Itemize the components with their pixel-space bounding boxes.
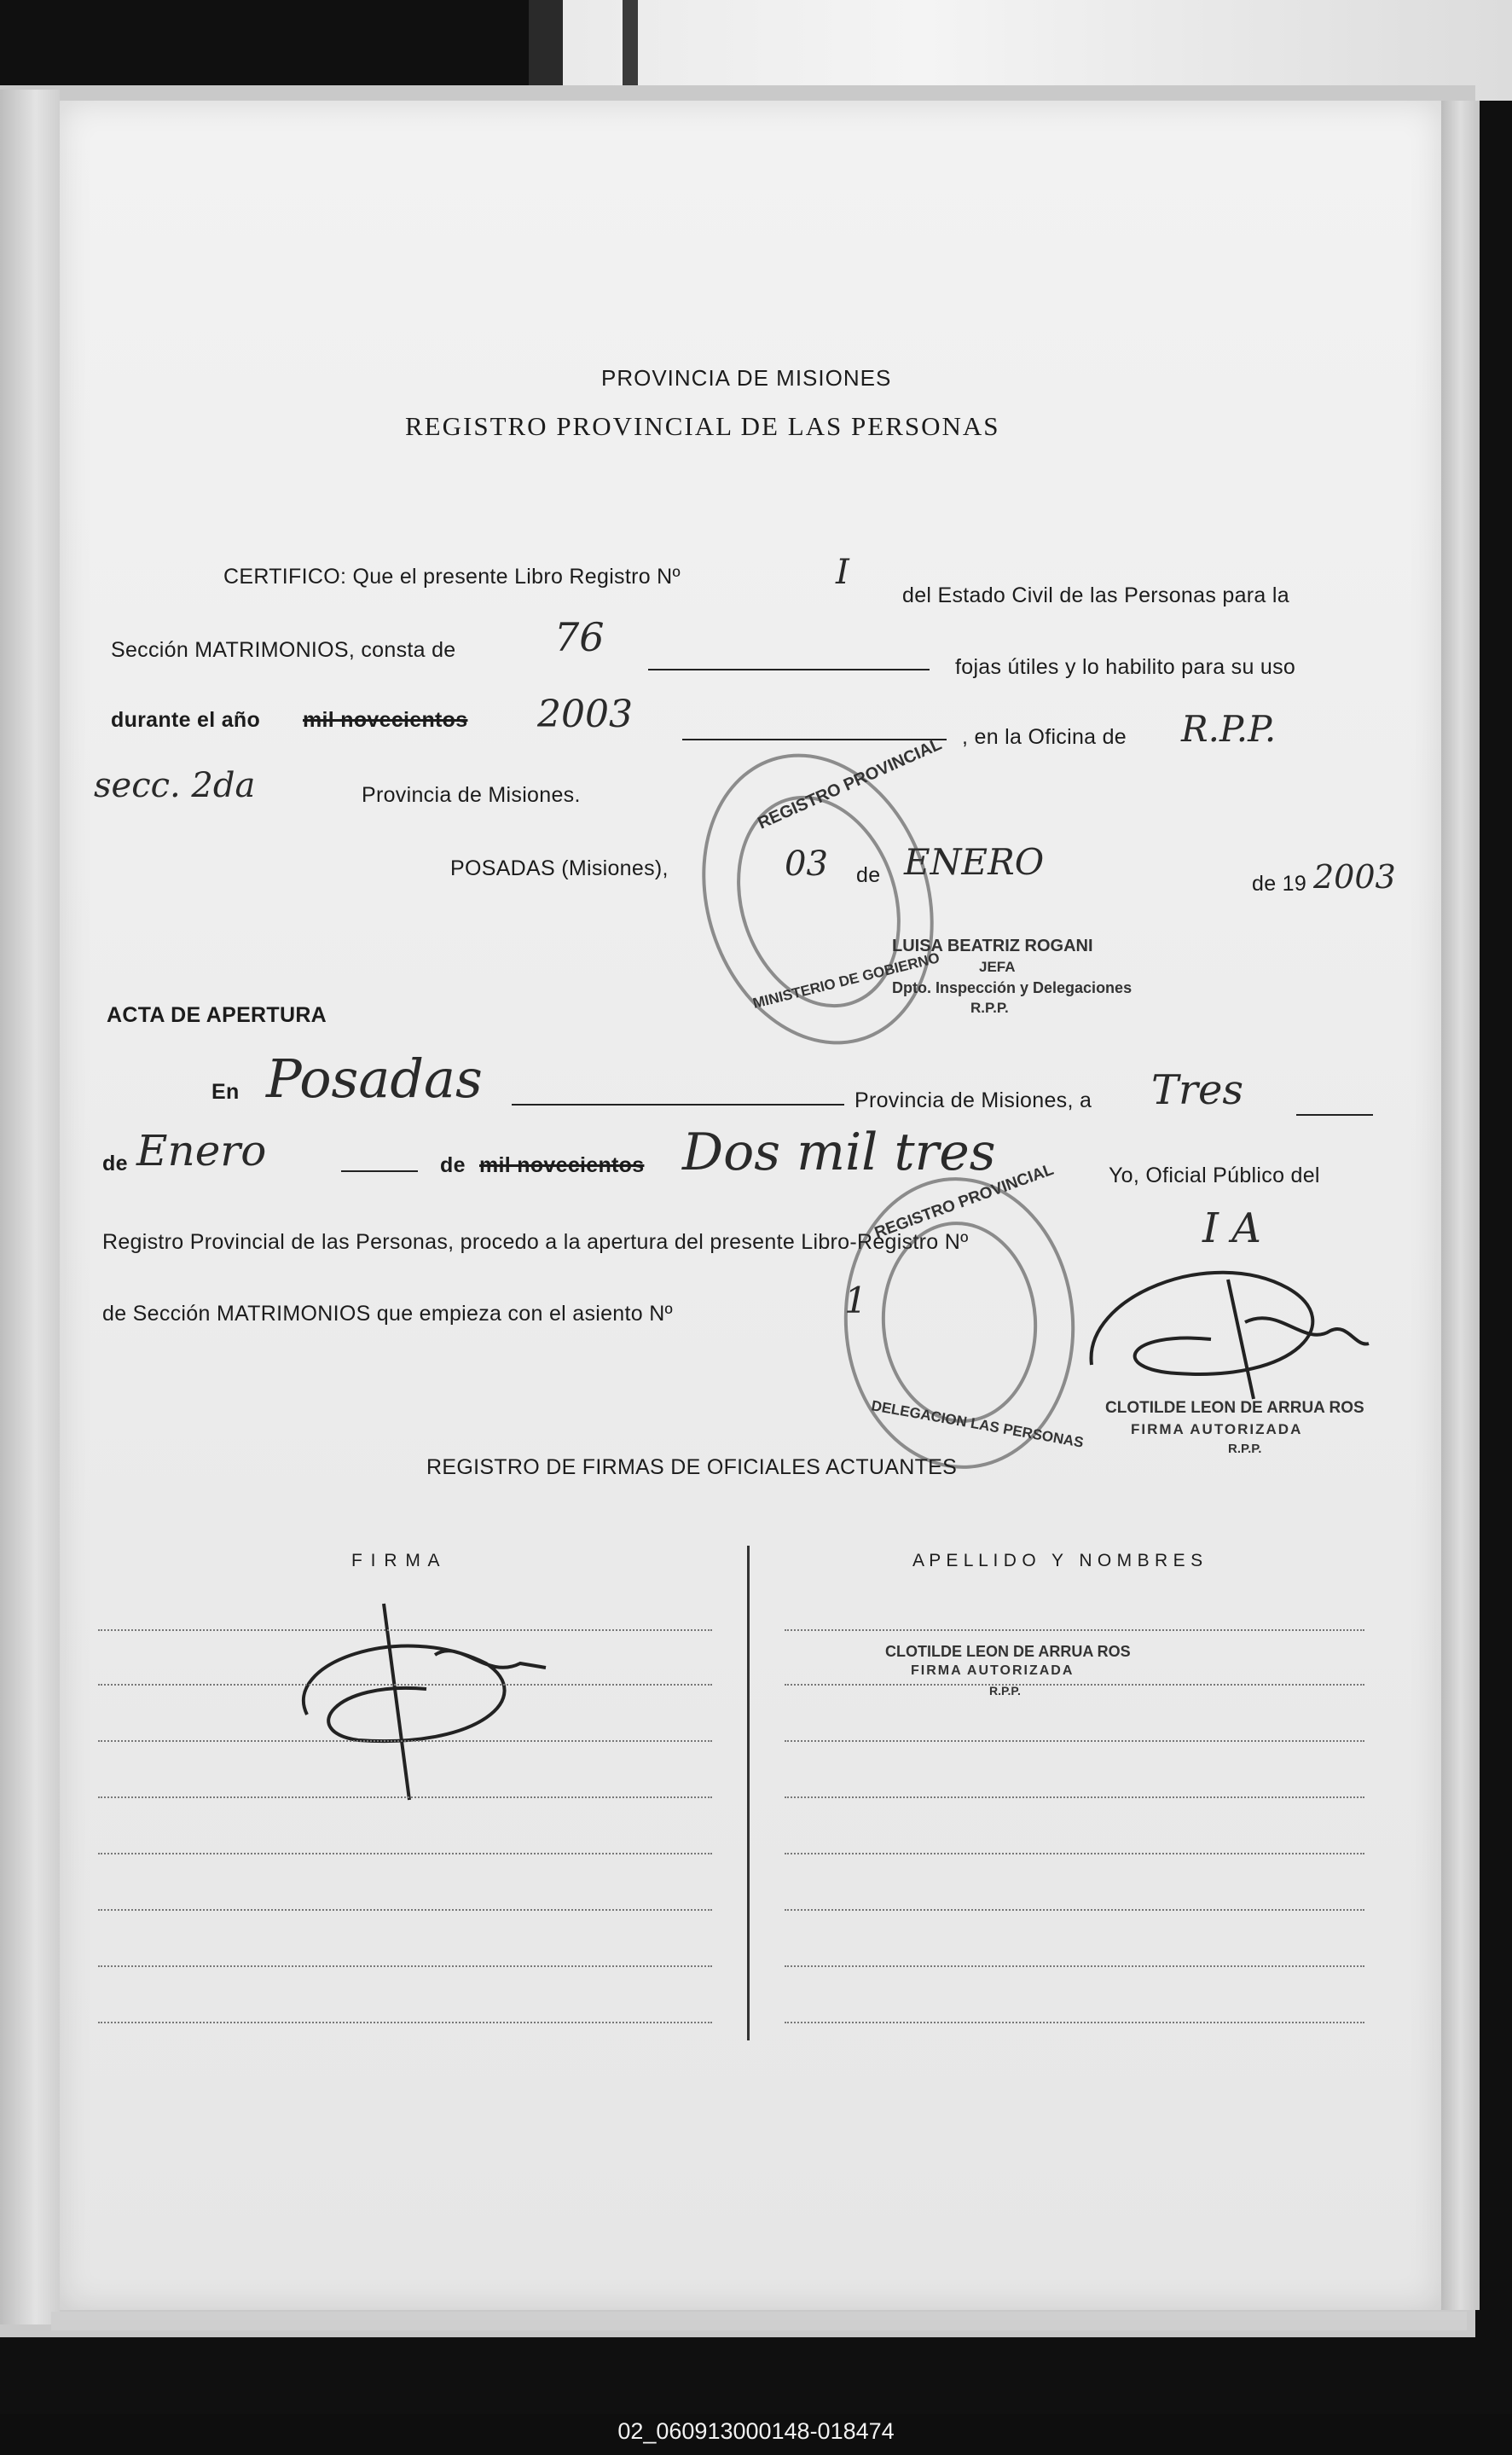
signer-role: FIRMA AUTORIZADA xyxy=(1131,1421,1303,1437)
stamp2-text: REGISTRO PROVINCIAL xyxy=(872,1160,1057,1243)
date-month: ENERO xyxy=(904,841,1045,883)
folios-line xyxy=(648,669,930,670)
acta-book-number: I A xyxy=(1202,1204,1261,1252)
name-row-line xyxy=(785,1796,1364,1798)
acta-line3: Registro Provincial de las Personas, procedo a la apertura del presente Libro-Registro Nº xyxy=(102,1230,969,1254)
place-line xyxy=(512,1104,844,1106)
acta-en-label: En xyxy=(211,1080,240,1104)
signer-name: CLOTILDE LEON DE ARRUA ROS xyxy=(1105,1399,1364,1417)
cert-book-number: I xyxy=(836,553,849,592)
chief-title: JEFA xyxy=(979,959,1016,975)
cert-line3-prefix: durante el año xyxy=(111,708,261,732)
date-year-hand: 2003 xyxy=(1313,858,1396,896)
signature-row-line xyxy=(98,1796,712,1798)
cert-line1-suffix: del Estado Civil de las Personas para la xyxy=(902,583,1289,607)
acta-month: Enero xyxy=(136,1126,267,1175)
chief-dept: Dpto. Inspección y Delegaciones xyxy=(892,979,1133,996)
signatures-title: REGISTRO DE FIRMAS DE OFICIALES ACTUANTES xyxy=(426,1455,958,1479)
table-name-role: FIRMA AUTORIZADA xyxy=(911,1663,1075,1678)
col-signature-header: F I R M A xyxy=(351,1551,442,1570)
cert-year: 2003 xyxy=(537,693,633,736)
signature-row-line xyxy=(98,1629,712,1631)
cert-line3-suffix: , en la Oficina de xyxy=(962,725,1127,749)
cert-struck-text: mil novecientos xyxy=(303,708,468,732)
acta-official-text: Yo, Oficial Público del xyxy=(1109,1164,1320,1187)
name-row-line xyxy=(785,1740,1364,1742)
acta-place: Posadas xyxy=(266,1048,483,1110)
signature-row-line xyxy=(98,1853,712,1854)
book-left-edge xyxy=(0,90,60,2324)
acta-title: ACTA DE APERTURA xyxy=(107,1003,327,1027)
cert-line1-prefix: CERTIFICO: Que el presente Libro Registro Nº xyxy=(223,565,681,589)
name-row-line xyxy=(785,2022,1364,2023)
day-line xyxy=(1296,1114,1373,1116)
cert-line4-suffix: Provincia de Misiones. xyxy=(362,783,581,807)
table-name-org: R.P.P. xyxy=(989,1684,1021,1698)
chief-org: R.P.P. xyxy=(970,1000,1009,1016)
name-row-line xyxy=(785,1965,1364,1967)
table-column-divider xyxy=(747,1546,750,2040)
acta-year-words: Dos mil tres xyxy=(682,1123,996,1182)
cert-line2-suffix: fojas útiles y lo habilito para su uso xyxy=(955,655,1296,679)
col-names-header: A P E L L I D O Y N O M B R E S xyxy=(912,1551,1203,1570)
book-right-edge xyxy=(1441,101,1480,2310)
province-title: PROVINCIA DE MISIONES xyxy=(601,365,892,391)
name-row-line xyxy=(785,1853,1364,1854)
handwritten-signature-top xyxy=(1075,1228,1382,1416)
month-line xyxy=(341,1170,418,1172)
acta-de-label2: de xyxy=(440,1153,466,1177)
date-day: 03 xyxy=(785,844,828,884)
book-bottom-edge xyxy=(51,2312,1467,2330)
signature-row-line xyxy=(98,1684,712,1686)
registry-title: REGISTRO PROVINCIAL DE LAS PERSONAS xyxy=(405,411,1000,441)
signature-row-line xyxy=(98,2022,712,2023)
cert-folios: 76 xyxy=(554,614,605,660)
date-year-prefix: de 19 xyxy=(1252,872,1307,896)
cert-office-section: secc. 2da xyxy=(94,766,256,805)
name-row-line xyxy=(785,1909,1364,1911)
table-name-stamp: CLOTILDE LEON DE ARRUA ROS xyxy=(885,1643,1131,1660)
acta-line4: de Sección MATRIMONIOS que empieza con el asiento Nº xyxy=(102,1302,673,1326)
signature-row-line xyxy=(98,1965,712,1967)
name-row-line xyxy=(785,1684,1364,1686)
acta-day-words: Tres xyxy=(1151,1066,1243,1114)
chief-name: LUISA BEATRIZ ROGANI xyxy=(892,937,1093,955)
signature-row-line xyxy=(98,1740,712,1742)
acta-de-label: de xyxy=(102,1152,128,1175)
stamp2-lower: DELEGACION LAS PERSONAS xyxy=(870,1397,1086,1451)
acta-province-label: Provincia de Misiones, a xyxy=(854,1088,1092,1112)
cert-office: R.P.P. xyxy=(1181,708,1277,750)
place-date-prefix: POSADAS (Misiones), xyxy=(450,856,669,880)
handwritten-signature-table xyxy=(281,1587,554,1808)
year-line xyxy=(682,739,947,740)
acta-struck-text: mil novecientos xyxy=(479,1153,645,1177)
name-row-line xyxy=(785,1629,1364,1631)
cert-line2-prefix: Sección MATRIMONIOS, consta de xyxy=(111,638,456,662)
signature-row-line xyxy=(98,1909,712,1911)
acta-entry-number: 1 xyxy=(844,1280,867,1321)
stamp1-text: REGISTRO PROVINCIAL xyxy=(755,734,945,833)
date-de: de xyxy=(856,863,881,887)
stamp1-lower: MINISTERIO DE GOBIERNO xyxy=(750,949,941,1012)
signer-org: R.P.P. xyxy=(1228,1442,1262,1456)
document-code: 02_060913000148-018474 xyxy=(617,2418,895,2444)
